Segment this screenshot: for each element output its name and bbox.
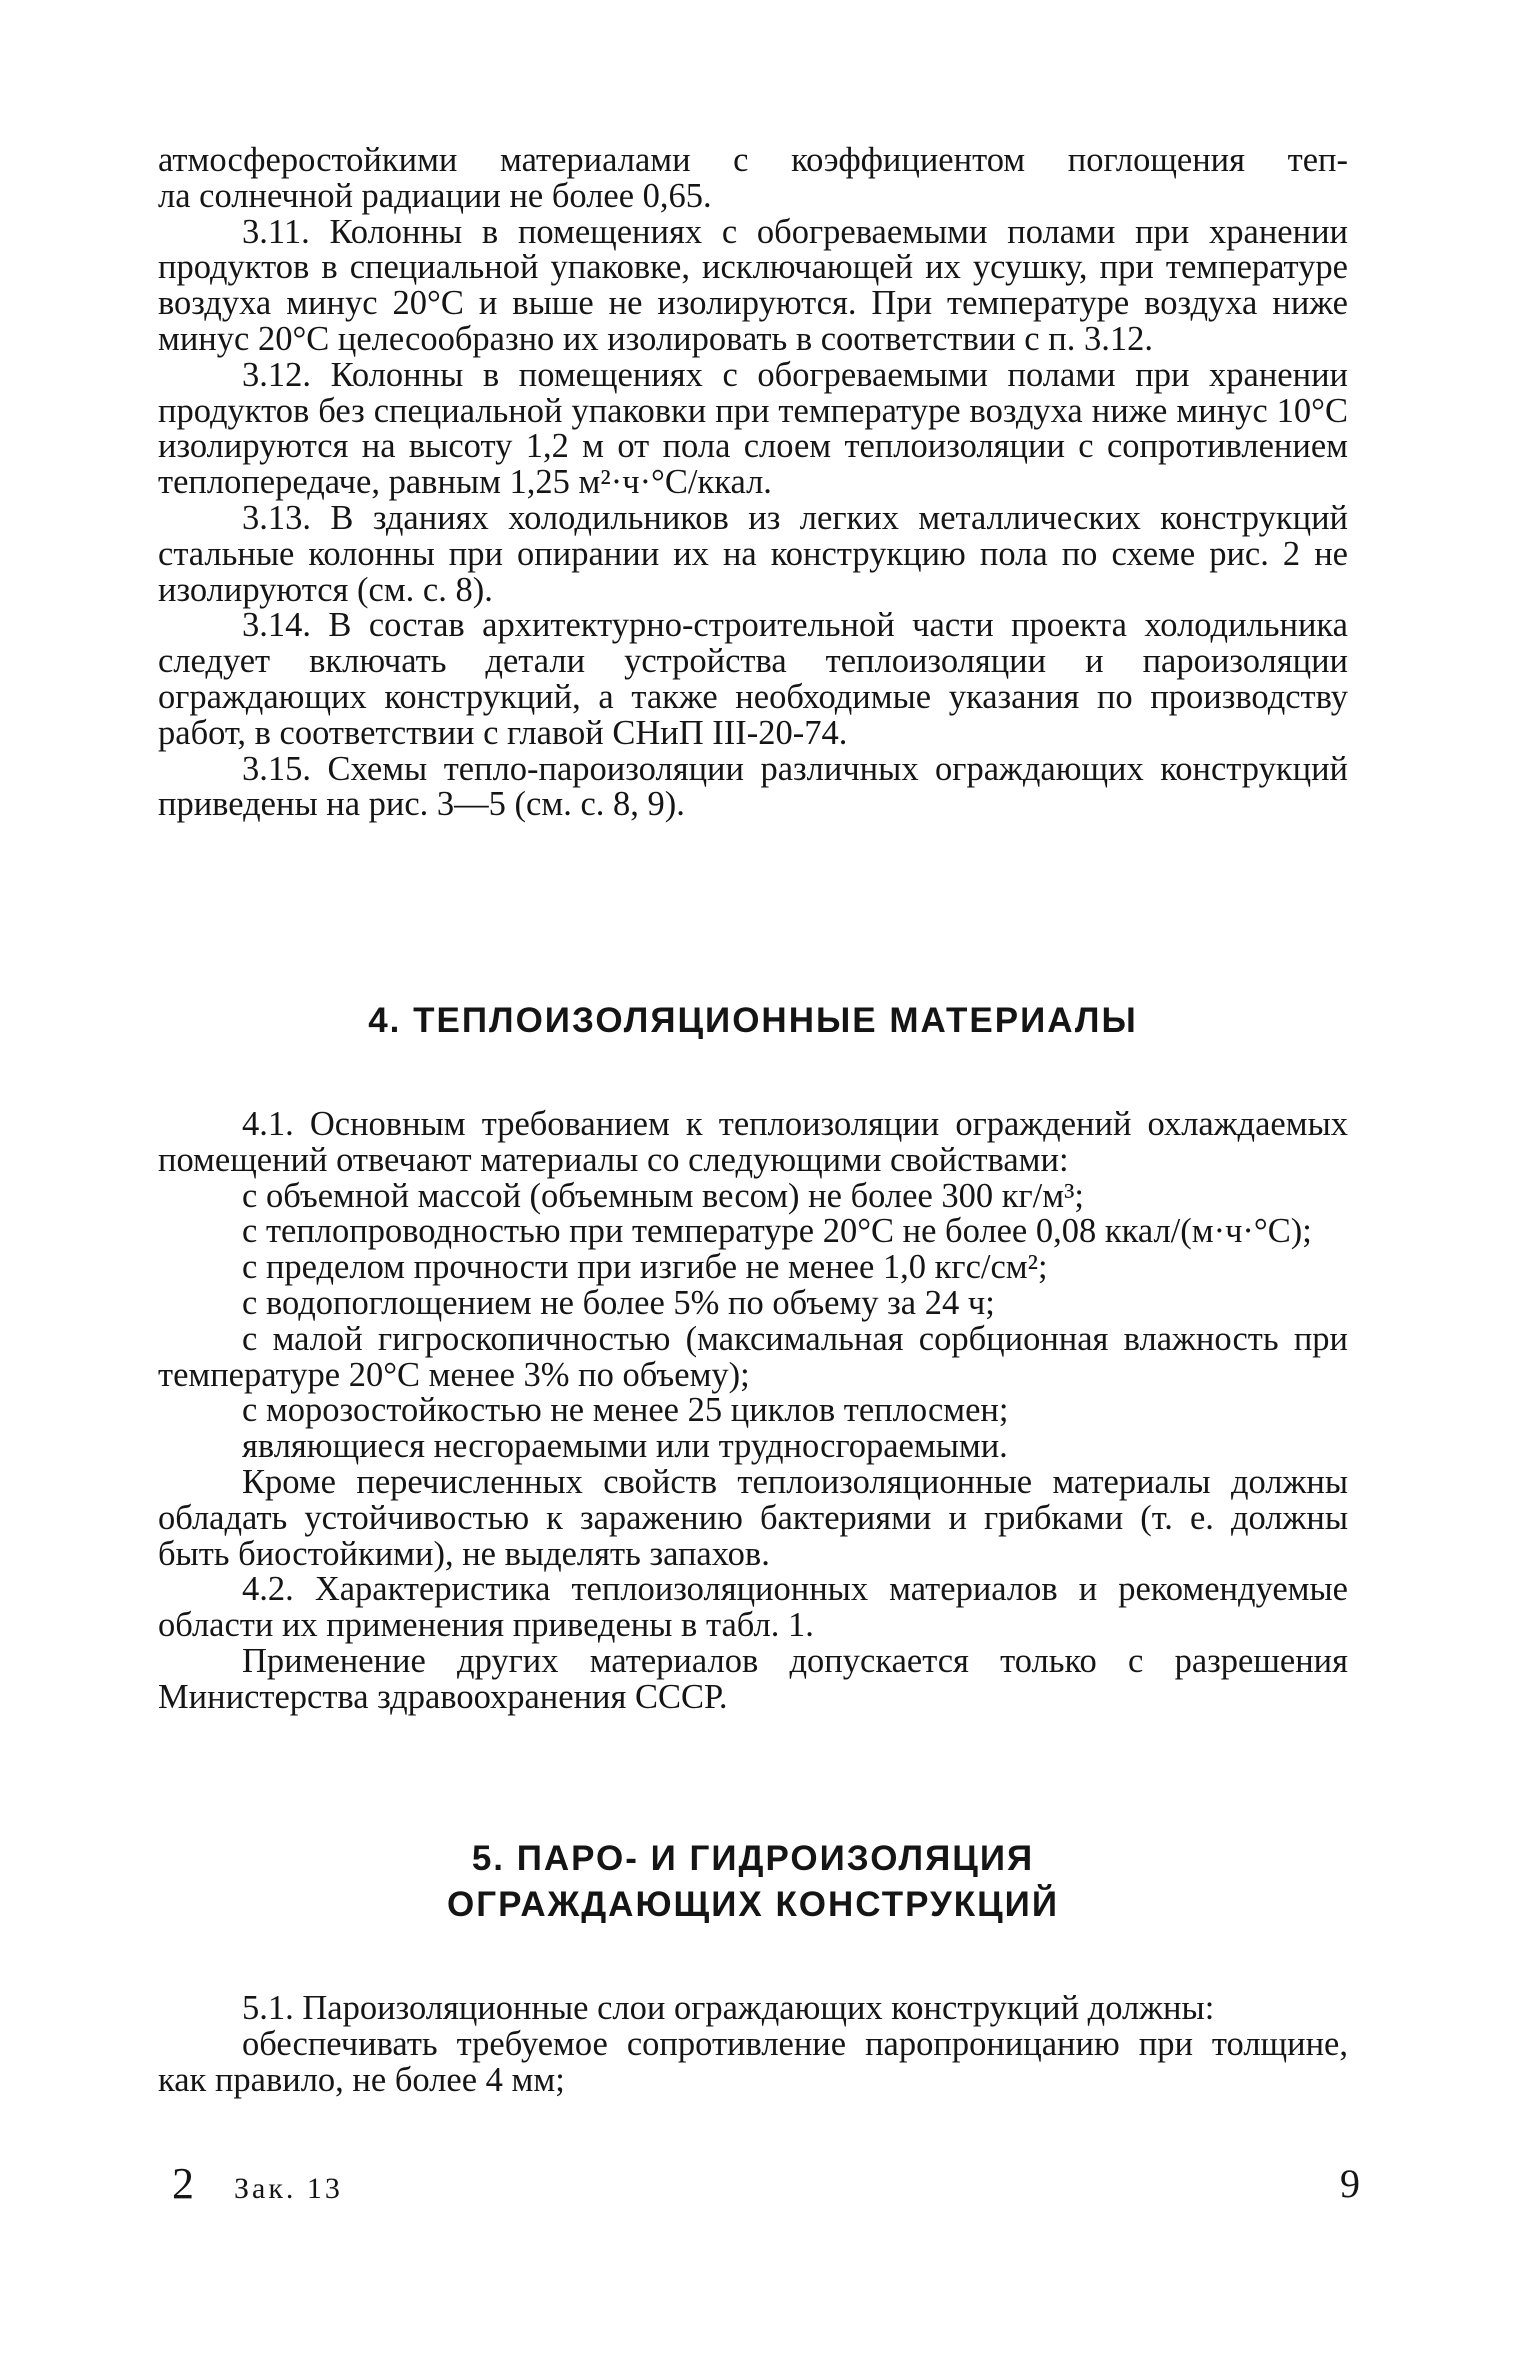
property-item: с морозостойкостью не менее 25 циклов теплосмен; [242, 1391, 1009, 1430]
property-item: являющиеся несгораемыми или трудносгораемыми. [242, 1427, 1008, 1466]
section-5-heading-line: ОГРАЖДАЮЩИХ КОНСТРУКЦИЙ [447, 1885, 1059, 1924]
paragraph-5-1: 5.1. Пароизоляционные слои ограждающих конструкций должны: [242, 1989, 1215, 2027]
paragraph-3-14: 3.14. В состав архитектурно-строительной части проекта холодильника следует включать детали устройства теплоизоляции и пароизоляции ограждающих конструкций, а также необходимые указания по производству работ, в соответствии с главой СНиП III-20-74. [158, 606, 1348, 752]
page-footer-left [172, 2159, 343, 2211]
paragraph-other-materials: Применение других материалов допускается только с разрешения Министерства здравоохранения СССР. [158, 1641, 1348, 1716]
paragraph-3-12: 3.12. Колонны в помещениях с обогреваемыми полами при хранении продуктов без специальной упаковки при температуре воздуха ниже минус 10°С изолируются на высоту 1,2 м от пола слоем теплоизоляции с сопротивлением теплопередаче, равным 1,25 м²·ч·°С/ккал. [158, 355, 1348, 502]
property-item: с водопоглощением не более 5% по объему за 24 ч; [242, 1283, 995, 1322]
section-5-text [158, 1991, 1348, 2098]
property-item: с теплопроводностью при температуре 20°С не более 0,08 ккал/(м·ч·°С); [242, 1212, 1312, 1251]
paragraph-extra-properties: Кроме перечисленных свойств теплоизоляционные материалы должны обладать устойчивостью к заражению бактериями и грибками (т. е. должны быть биостойкими), не выделять запахов. [158, 1462, 1348, 1573]
section-5-heading [158, 1836, 1348, 1928]
section-5-heading-line: 5. ПАРО- И ГИДРОИЗОЛЯЦИЯ [471, 1839, 1035, 1878]
section-4-heading [158, 998, 1348, 1044]
property-item: с малой гигроскопичностью (максимальная сорбционная влажность при температуре 20°С менее 3% по объему); [158, 1319, 1348, 1394]
paragraph-3-11: 3.11. Колонны в помещениях с обогреваемыми полами при хранении продуктов в специальной упаковке, исключающей их усушку, при температуре воздуха минус 20°С и выше не изолируются. При температуре воздуха ниже минус 20°С целесообразно их изолировать в соответствии с п. 3.12. [158, 212, 1348, 358]
paragraph-3-13: 3.13. В зданиях холодильников из легких металлических конструкций стальные колонны при опирании их на конструкцию пола по схеме рис. 2 не изолируются (см. с. 8). [158, 498, 1348, 609]
property-item: с пределом прочности при изгибе не менее 1,0 кгс/см²; [242, 1248, 1048, 1287]
paragraph-4-1: 4.1. Основным требованием к теплоизоляции ограждений охлаждаемых помещений отвечают материалы со следующими свойствами: [158, 1105, 1348, 1179]
continued-line-end: ла солнечной радиации не более 0,65. [158, 176, 712, 215]
section-3-text [158, 143, 1348, 823]
requirement-item: обеспечивать требуемое сопротивление паропроницанию при толщине, как правило, не более 4 мм; [158, 2024, 1348, 2099]
sheet-number: 2 [172, 2159, 194, 2208]
continued-line: атмосферостойкими материалами с коэффициентом поглощения теп- [158, 141, 1348, 179]
paragraph-4-2: 4.2. Характеристика теплоизоляционных материалов и рекомендуемые области их применения приведены в табл. 1. [158, 1570, 1348, 1645]
section-4-heading-text: 4. ТЕПЛОИЗОЛЯЦИОННЫЕ МАТЕРИАЛЫ [368, 1001, 1138, 1040]
section-4-text [158, 1107, 1348, 1716]
order-label: Зак. 13 [234, 2172, 343, 2205]
property-item: с объемной массой (объемным весом) не более 300 кг/м³; [242, 1176, 1085, 1215]
page-number: 9 [1340, 2161, 1360, 2206]
paragraph-3-15: 3.15. Схемы тепло-пароизоляции различных ограждающих конструкций приведены на рис. 3—5 (см. с. 8, 9). [158, 749, 1348, 824]
